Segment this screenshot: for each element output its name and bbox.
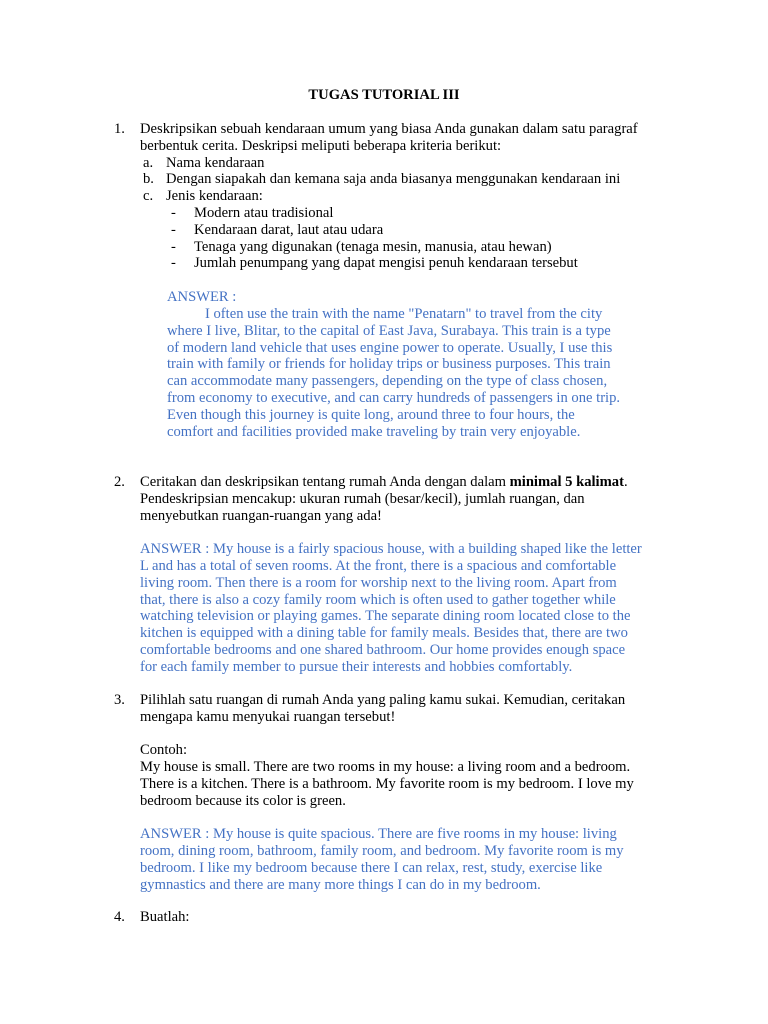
answer-line: Even though this journey is quite long, around three to four hours, the: [167, 406, 575, 423]
question-3: [114, 692, 684, 894]
sub-criteria-item: [140, 255, 684, 272]
criteria-item: [140, 155, 684, 172]
sub-criteria-text: Tenaga yang digunakan (tenaga mesin, manusia, atau hewan): [194, 238, 552, 255]
question-text-line: Deskripsikan sebuah kendaraan umum yang biasa Anda gunakan dalam satu paragraf: [140, 121, 638, 137]
question-text-line: Ceritakan dan deskripsikan tentang rumah Anda dengan dalam minimal 5 kalimat.: [140, 474, 628, 490]
question-number: 3.: [114, 692, 125, 708]
criteria-item: [140, 188, 684, 205]
example-line: My house is small. There are two rooms in my house: a living room and a bedroom.: [140, 759, 631, 776]
answer-line: gymnastics and there are many more things I can do in my bedroom.: [140, 876, 541, 893]
sub-criteria-item: [140, 239, 684, 256]
answer-line: from economy to executive, and can carry hundreds of passengers in one trip.: [167, 389, 621, 406]
criteria-letter: a.: [143, 154, 154, 171]
answer-line: ANSWER : My house is a fairly spacious house, with a building shaped like the letter: [140, 541, 642, 558]
answer-line: I often use the train with the name "Penatarn" to travel from the city: [205, 305, 603, 322]
sub-criteria-text: Jumlah penumpang yang dapat mengisi penuh kendaraan tersebut: [194, 255, 578, 272]
dash-bullet: -: [171, 204, 176, 221]
question-4: [114, 909, 684, 926]
criteria-text: Nama kendaraan: [166, 154, 265, 171]
answer-line: living room. Then there is a room for worship next to the living room. Apart from: [140, 574, 617, 591]
answer-block: [140, 541, 684, 675]
criteria-item: [140, 171, 684, 188]
example-label: Contoh:: [140, 742, 188, 759]
answer-line: for each family member to pursue their interests and hobbies comfortably.: [140, 658, 573, 675]
emphasis-text: minimal 5 kalimat: [509, 474, 624, 490]
example-line: There is a kitchen. There is a bathroom. My favorite room is my bedroom. I love my: [140, 775, 634, 792]
question-number: 4.: [114, 909, 125, 925]
criteria-letter: c.: [143, 188, 154, 205]
criteria-text: Dengan siapakah dan kemana saja anda biasanya menggunakan kendaraan ini: [166, 171, 621, 188]
question-text-line: Buatlah:: [140, 909, 190, 925]
answer-line: bedroom. I like my bedroom because there I can relax, rest, study, exercise like: [140, 859, 603, 876]
answer-block: [140, 826, 684, 893]
question-text-line: berbentuk cerita. Deskripsi meliputi beberapa kriteria berikut:: [140, 137, 502, 154]
answer-line: room, dining room, bathroom, family room, and bedroom. My favorite room is my: [140, 843, 624, 860]
answer-line: train with family or friends for holiday trips or business purposes. This train: [167, 356, 611, 373]
answer-line: L and has a total of seven rooms. At the front, there is a spacious and comfortable: [140, 557, 617, 574]
sub-criteria-text: Modern atau tradisional: [194, 204, 334, 221]
answer-line: ANSWER : My house is quite spacious. There are five rooms in my house: living: [140, 826, 617, 843]
dash-bullet: -: [171, 255, 176, 272]
criteria-letter: b.: [143, 171, 154, 188]
criteria-text: Jenis kendaraan:: [166, 188, 263, 205]
question-text-line: menyebutkan ruangan-ruangan yang ada!: [140, 507, 382, 524]
answer-line: kitchen is equipped with a dining table for family meals. Besides that, there are two: [140, 625, 628, 642]
answer-line: that, there is also a cozy family room which is often used to gather together while: [140, 591, 616, 608]
answer-label: ANSWER :: [167, 289, 237, 306]
sub-criteria-text: Kendaraan darat, laut atau udara: [194, 221, 384, 238]
answer-line: where I live, Blitar, to the capital of East Java, Surabaya. This train is a type: [167, 322, 611, 339]
answer-line: of modern land vehicle that uses engine power to operate. Usually, I use this: [167, 339, 613, 356]
answer-line: comfortable bedrooms and one shared bathroom. Our home provides enough space: [140, 641, 626, 658]
question-1: [114, 121, 684, 440]
example-line: bedroom because its color is green.: [140, 792, 346, 809]
question-2: [114, 474, 684, 676]
sub-criteria-item: [140, 205, 684, 222]
question-number: 1.: [114, 121, 125, 137]
question-number: 2.: [114, 474, 125, 490]
question-text-line: mengapa kamu menyukai ruangan tersebut!: [140, 708, 396, 725]
answer-line: watching television or playing games. The separate dining room located close to the: [140, 608, 631, 625]
question-text-line: Pendeskripsian mencakup: ukuran rumah (besar/kecil), jumlah ruangan, dan: [140, 490, 585, 507]
document-title: TUGAS TUTORIAL III: [308, 87, 460, 103]
answer-line: can accommodate many passengers, depending on the type of class chosen,: [167, 373, 608, 390]
answer-line: comfort and facilities provided make traveling by train very enjoyable.: [167, 423, 581, 440]
sub-criteria-item: [140, 222, 684, 239]
dash-bullet: -: [171, 238, 176, 255]
dash-bullet: -: [171, 221, 176, 238]
question-text-line: Pilihlah satu ruangan di rumah Anda yang paling kamu sukai. Kemudian, ceritakan: [140, 692, 626, 708]
answer-block: [167, 289, 657, 440]
